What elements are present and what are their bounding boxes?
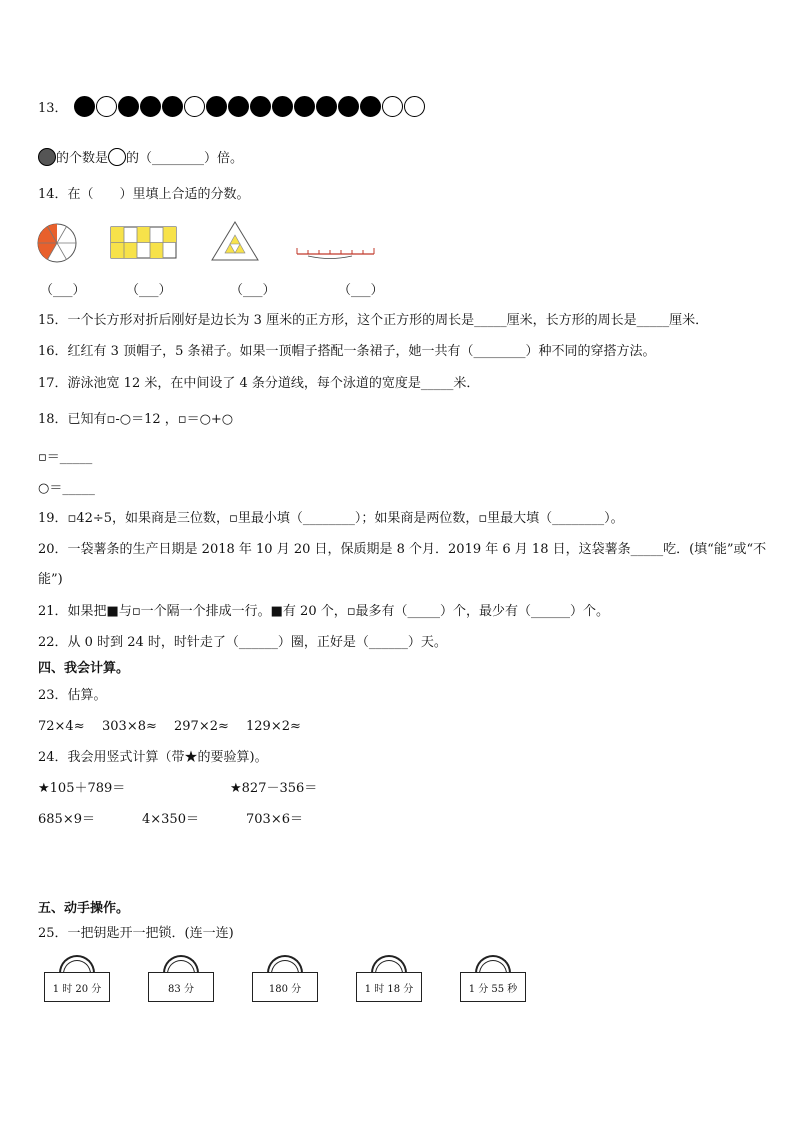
number-line-figure [294, 242, 378, 262]
q24-item-1: ★105＋789＝ [38, 781, 126, 796]
q16-question: 16．红红有 3 顶帽子，5 条裙子。如果一顶帽子搭配一条裙子，她一共有（________）种不同的穿搭方法。 [38, 344, 656, 359]
q23-item-2: 303×8≈ [102, 719, 157, 734]
lock-label: 1 时 20 分 [44, 972, 110, 1002]
q18-answer-circle[interactable]: ○＝_____ [38, 481, 95, 496]
circle-row [74, 96, 426, 117]
q20-question-line1: 20．一袋薯条的生产日期是 2018 年 10 月 20 日，保质期是 8 个月．2019 年 6 月 18 日，这袋薯条_____吃．(填“能”或“不 [38, 542, 767, 557]
q19-question: 19．▫42÷5，如果商是三位数，▫里最小填（________）；如果商是两位数，▫里最大填（________）。 [38, 511, 624, 526]
q25-question: 25．一把钥匙开一把锁．(连一连) [38, 926, 234, 941]
white-circle-icon [382, 96, 403, 117]
q24-item-2: ★827－356＝ [230, 781, 318, 796]
q22-question: 22．从 0 时到 24 时，时针走了（______）圈，正好是（______）天。 [38, 635, 447, 650]
q18-question: 18．已知有▫-○＝12 ，▫＝○+○ [38, 412, 234, 427]
black-circle-icon [294, 96, 315, 117]
black-circle-icon [140, 96, 161, 117]
white-circle-icon [184, 96, 205, 117]
q17-question: 17．游泳池宽 12 米，在中间设了 4 条分道线，每个泳道的宽度是_____米． [38, 376, 480, 391]
pie-figure [36, 222, 80, 266]
black-circle-icon [338, 96, 359, 117]
white-circle-icon [404, 96, 425, 117]
black-circle-icon [250, 96, 271, 117]
black-circle-icon [360, 96, 381, 117]
triangle-figure [210, 220, 260, 262]
q20-question-line2: 能”) [38, 572, 63, 587]
section-5-heading: 五、动手操作。 [38, 901, 130, 916]
lock-label: 1 时 18 分 [356, 972, 422, 1002]
q13-number: 13． [38, 101, 68, 116]
q21-question: 21．如果把■与▫一个隔一个排成一行。■有 20 个，▫最多有（_____）个，最少有（______）个。 [38, 604, 610, 619]
lock-label: 1 分 55 秒 [460, 972, 526, 1002]
black-circle-icon [74, 96, 95, 117]
black-circle-icon [316, 96, 337, 117]
q23-item-1: 72×4≈ [38, 719, 85, 734]
q18-answer-square[interactable]: ▫＝_____ [38, 450, 93, 465]
black-circle-icon [118, 96, 139, 117]
black-circle-icon [162, 96, 183, 117]
black-circle-icon [228, 96, 249, 117]
grid-rectangle-figure [110, 226, 178, 260]
white-circle-icon [96, 96, 117, 117]
black-circle-icon [206, 96, 227, 117]
q14-blank-4[interactable]: （___） [338, 283, 384, 298]
black-circle-icon [272, 96, 293, 117]
white-circle-icon [108, 148, 126, 166]
lock-label: 180 分 [252, 972, 318, 1002]
q24-item-4: 4×350＝ [142, 812, 199, 827]
q13-question: 的个数是 的（________）倍。 [38, 148, 243, 168]
q15-question: 15．一个长方形对折后刚好是边长为 3 厘米的正方形，这个正方形的周长是_____厘米，长方形的周长是_____厘米． [38, 313, 709, 328]
black-dot-icon [38, 148, 56, 166]
q23-item-3: 297×2≈ [174, 719, 229, 734]
q24-question: 24．我会用竖式计算（带★的要验算)。 [38, 750, 268, 765]
q23-question: 23．估算。 [38, 688, 107, 703]
q24-item-5: 703×6＝ [246, 812, 303, 827]
q24-item-3: 685×9＝ [38, 812, 95, 827]
q14-question: 14．在（ ）里填上合适的分数。 [38, 187, 250, 202]
section-4-heading: 四、我会计算。 [38, 661, 130, 676]
q14-blank-3[interactable]: （___） [230, 283, 276, 298]
lock-label: 83 分 [148, 972, 214, 1002]
q23-item-4: 129×2≈ [246, 719, 301, 734]
q14-blank-2[interactable]: （___） [126, 283, 172, 298]
q14-blank-1[interactable]: （___） [40, 283, 86, 298]
